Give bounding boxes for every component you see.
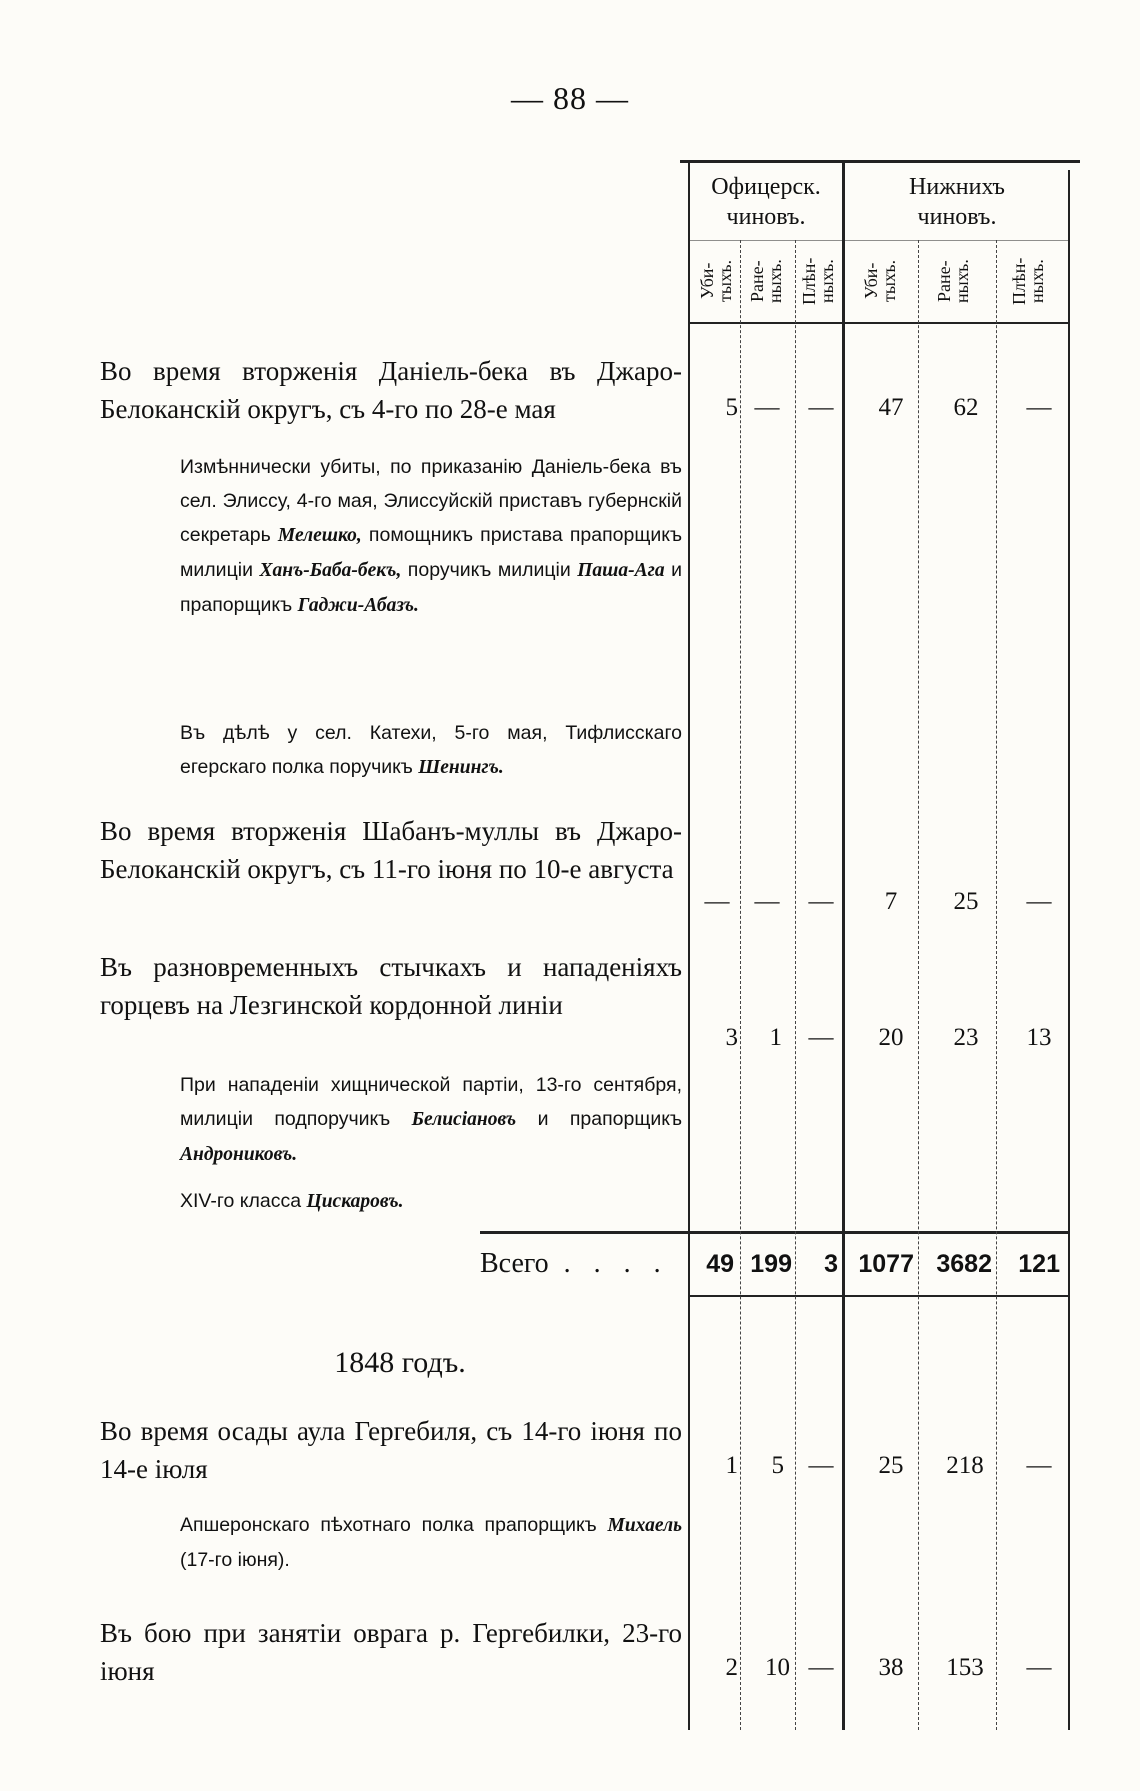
person-name: Андрониковъ. bbox=[180, 1144, 298, 1165]
entry-value: — bbox=[1026, 1654, 1052, 1681]
entry-value: — bbox=[1026, 1452, 1052, 1479]
entry-value: 5 bbox=[771, 1452, 784, 1479]
total-value: 199 bbox=[750, 1250, 792, 1278]
total-label: Всего . . . . bbox=[480, 1248, 669, 1279]
entry-value: 25 bbox=[953, 888, 979, 915]
column-separator bbox=[918, 240, 919, 1730]
entry-value: 23 bbox=[953, 1024, 979, 1051]
person-name: Гаджи-Абазъ. bbox=[297, 595, 419, 616]
group-separator bbox=[842, 160, 845, 1730]
person-name: Цискаровъ. bbox=[306, 1191, 404, 1212]
total-value: 3 bbox=[824, 1250, 838, 1278]
entry-value: — bbox=[808, 1024, 834, 1051]
entry-text: Въ разновременныхъ стычкахъ и нападеніяхъ горцевъ на Лезгинской кордонной линіи bbox=[100, 952, 682, 1020]
entry-value: 153 bbox=[946, 1654, 984, 1681]
column-separator bbox=[795, 240, 796, 1730]
entry-value: 218 bbox=[946, 1452, 984, 1479]
year-heading: 1848 годъ. bbox=[334, 1346, 466, 1379]
header-officers-killed: Уби- тыхъ. bbox=[697, 259, 735, 303]
total-top-rule bbox=[480, 1231, 1070, 1234]
entry-value: 7 bbox=[884, 888, 898, 915]
entry-value: 3 bbox=[725, 1024, 738, 1051]
entry-value: — bbox=[704, 888, 730, 915]
column-separator bbox=[996, 240, 997, 1730]
entry-text: Во время вторженія Даніель-бека въ Джаро-Белоканскій округъ, съ 4-го по 28-е мая bbox=[100, 356, 682, 424]
entry-value: — bbox=[1026, 394, 1052, 421]
person-name: Паша-Ага bbox=[577, 560, 665, 581]
table-top-rule bbox=[680, 160, 1080, 163]
entry-value: 38 bbox=[878, 1654, 904, 1681]
entry-value: 5 bbox=[725, 394, 738, 421]
entry-value: 62 bbox=[953, 394, 979, 421]
entry-value: — bbox=[754, 888, 780, 915]
table-header-rule bbox=[690, 322, 1070, 324]
footnote: Апшеронскаго пѣхотнаго полка прапорщикъ Михаель (17-го іюня). bbox=[180, 1514, 682, 1571]
header-officers: Офицерск. чиновъ. bbox=[711, 174, 821, 230]
page-number: — 88 — bbox=[511, 80, 629, 116]
entry-value: 2 bbox=[725, 1654, 738, 1681]
person-name: Мелешко, bbox=[277, 525, 362, 546]
entry-text: Во время вторженія Шабанъ-муллы въ Джаро-Белоканскій округъ, съ 11-го іюня по 10-е августа bbox=[100, 816, 682, 884]
total-value: 3682 bbox=[936, 1250, 992, 1278]
entry-value: — bbox=[1026, 888, 1052, 915]
header-ranks-captured: Плѣн- ныхъ. bbox=[1009, 257, 1047, 305]
person-name: Ханъ-Баба-бекъ, bbox=[259, 560, 402, 581]
entry-value: 10 bbox=[765, 1654, 790, 1681]
table-right-border bbox=[1068, 170, 1070, 1730]
header-ranks-wounded: Ране- ныхъ. bbox=[934, 259, 972, 303]
header-lower-ranks: Нижнихъ чиновъ. bbox=[909, 174, 1005, 230]
column-separator bbox=[740, 240, 741, 1730]
entry-value: — bbox=[754, 394, 780, 421]
entry-value: 25 bbox=[878, 1452, 904, 1479]
total-value: 49 bbox=[706, 1250, 734, 1278]
total-bottom-rule bbox=[690, 1295, 1070, 1297]
footnote: При нападеніи хищнической партіи, 13-го сентября, милиціи подпоручикъ Белисіановъ и прапорщикъ Андрониковъ. bbox=[180, 1074, 683, 1165]
entry-value: 1 bbox=[769, 1024, 782, 1051]
footnote: Въ дѣлѣ у сел. Катехи, 5-го мая, Тифлисскаго егерскаго полка поручикъ Шенингъ. bbox=[180, 722, 682, 778]
footnote: Измѣннически убиты, по приказанію Даніель-бека въ сел. Элиссу, 4-го мая, Элиссуйскій приставъ губернскій секретарь Мелешко, помощникъ пристава прапорщикъ милиціи Ханъ-Баба-бекъ, поручикъ милиціи Паша-Ага и прапорщикъ Гаджи-Абазъ. bbox=[180, 456, 683, 616]
person-name: Белисіановъ bbox=[411, 1109, 517, 1130]
entry-value: 13 bbox=[1026, 1024, 1052, 1051]
footnote: XIV-го класса Цискаровъ. bbox=[180, 1190, 404, 1212]
entry-value: — bbox=[808, 888, 834, 915]
header-officers-captured: Плѣн- ныхъ. bbox=[799, 257, 837, 305]
person-name: Михаель bbox=[607, 1515, 682, 1536]
total-value: 1077 bbox=[858, 1250, 914, 1278]
entry-value: — bbox=[808, 394, 834, 421]
table-left-border bbox=[688, 160, 690, 1730]
header-officers-wounded: Ране- ныхъ. bbox=[747, 259, 785, 303]
entry-value: 47 bbox=[878, 394, 904, 421]
person-name: Шенингъ. bbox=[418, 757, 504, 778]
total-value: 121 bbox=[1018, 1250, 1060, 1278]
header-ranks-killed: Уби- тыхъ. bbox=[861, 259, 899, 303]
entry-text: Во время осады аула Гергебиля, съ 14-го іюня по 14-е іюля bbox=[100, 1416, 682, 1484]
entry-value: 20 bbox=[878, 1024, 904, 1051]
group-header-rule bbox=[690, 240, 1070, 241]
entry-value: — bbox=[808, 1654, 834, 1681]
entry-text: Въ бою при занятіи оврага р. Гергебилки, 23-го іюня bbox=[100, 1618, 682, 1686]
entry-value: 1 bbox=[725, 1452, 738, 1479]
entry-value: — bbox=[808, 1452, 834, 1479]
